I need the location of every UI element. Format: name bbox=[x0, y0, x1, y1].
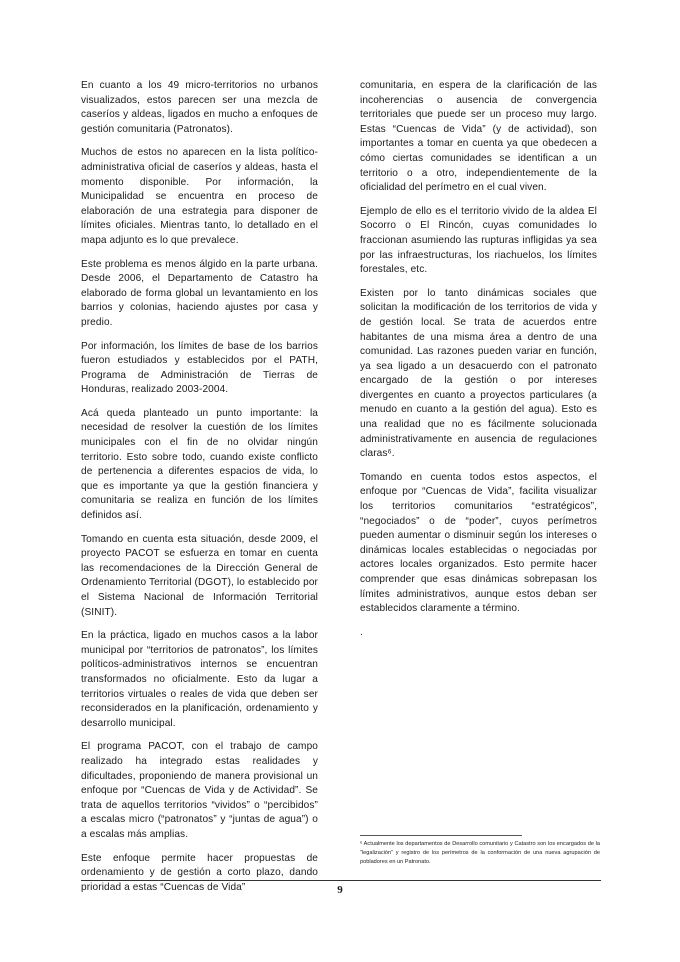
left-text-column bbox=[81, 79, 318, 904]
paragraph: Este problema es menos álgido en la parte urbana. Desde 2006, el Departamento de Catastro ha elaborado de forma global un levantamiento en los barrios y colonias, haciendo ajustes por casa y predio. bbox=[81, 258, 318, 328]
paragraph: Existen por lo tanto dinámicas sociales que solicitan la modificación de los territorios de vida y de gestión local. Se trata de acuerdos entre habitantes de una misma área a dentro de una comunidad. Las razones pueden variar en función, ya sea ligado a un desacuerdo con el patronato encargado de la gestión o por intereses divergentes en cuanto a proyectos particulares (a menudo en cuanto a la gestión del agua). Esto es una realidad que no es fácilmente solucionada administrativamente en ausencia de regulaciones claras⁶. bbox=[360, 287, 597, 460]
paragraph: Ejemplo de ello es el territorio vivido de la aldea El Socorro o El Rincón, cuyas comunidades lo fraccionan asumiendo las rupturas infligidas ya sea por las infraestructuras, los riachuelos, los límites forestales, etc. bbox=[360, 205, 597, 276]
footnote-separator bbox=[360, 835, 522, 836]
paragraph: Tomando en cuenta esta situación, desde 2009, el proyecto PACOT se esfuerza en tomar en cuenta las recomendaciones de la Dirección General de Ordenamiento Territorial (DGOT), lo establecido por el Sistema Nacional de Información Territorial (SINIT). bbox=[81, 533, 318, 618]
paragraph: En cuanto a los 49 micro-territorios no urbanos visualizados, estos parecen ser una mezcla de caseríos y aldeas, ligados en mucho a enfoques de gestión comunitaria (Patronatos). bbox=[81, 80, 318, 135]
paragraph: Tomando en cuenta todos estos aspectos, el enfoque por “Cuencas de Vida”, facilita visualizar los territorios comunitarios “estratégicos”, “negociados” o de “poder”, cuyos perímetros pueden aumentar o disminuir según los intereses o dinámicas locales establecidas o negociadas por actores locales organizados. Esto permite hacer comprender que esas dinámicas sobrepasan los límites administrativos, aunque estos deban ser establecidos claramente a término. bbox=[360, 471, 597, 615]
paragraph: . bbox=[360, 626, 363, 638]
paragraph: En la práctica, ligado en muchos casos a la labor municipal por “territorios de patronatos”, los límites políticos-administrativos internos se encuentran transformados no oficialmente. Esto da lugar a territorios virtuales o reales de vida que deben ser reconsiderados en la planificación, ordenamiento y desarrollo municipal. bbox=[81, 630, 318, 729]
page-bottom-rule bbox=[81, 880, 601, 881]
paragraph: comunitaria, en espera de la clarificación de las incoherencias o ausencia de convergencia territoriales que puede ser un proceso muy largo. Estas “Cuencas de Vida” (y de actividad), son importantes a tomar en cuenta ya que obedecen a cómo ciertas comunidades se identifican a un territorio o a otro, independientemente de la oficialidad del perímetro en el cual viven. bbox=[360, 80, 597, 194]
paragraph: El programa PACOT, con el trabajo de campo realizado ha integrado estas realidades y dificultades, proponiendo de manera provisional un enfoque por “Cuencas de Vida y de Actividad”. Se trata de aquellos territorios “vividos” o “percibidos” a escalas micro (“patronatos” y “juntas de agua”) o a escalas más amplias. bbox=[81, 741, 318, 840]
paragraph: Por información, los límites de base de los barrios fueron estudiados y establecidos por el PATH, Programa de Administración de Tierras de Honduras, realizado 2003-2004. bbox=[81, 340, 318, 396]
page-number: 9 bbox=[337, 884, 343, 896]
right-text-column bbox=[360, 79, 597, 649]
paragraph: Acá queda planteado un punto importante: la necesidad de resolver la cuestión de los límites municipales con el fin de no olvidar ningún territorio. Esto sobre todo, cuando existe conflicto de pertenencia a diferentes espacios de vida, lo que es importante ya que la gestión financiera y comunitaria se realiza en función de los límites definidos así. bbox=[81, 407, 318, 522]
paragraph: Este enfoque permite hacer propuestas de ordenamiento y de gestión a corto plazo, dando prioridad a estas “Cuencas de Vida” bbox=[81, 852, 318, 893]
footnote: ⁶ Actualmente los departamentos de Desarrollo comunitario y Catastro son los encargados de la “legalización” y registro de los perímetros de la conformación de una nueva agrupación de pobladores en un Patronato. bbox=[360, 841, 600, 865]
paragraph: Muchos de estos no aparecen en la lista político-administrativa oficial de caseríos y aldeas, hasta el momento disponible. Por información, la Municipalidad se encuentra en proceso de elaboración de una estrategia para disponer de límites oficiales. Mientras tanto, lo detallado en el mapa adjunto es lo que prevalece. bbox=[81, 147, 318, 246]
